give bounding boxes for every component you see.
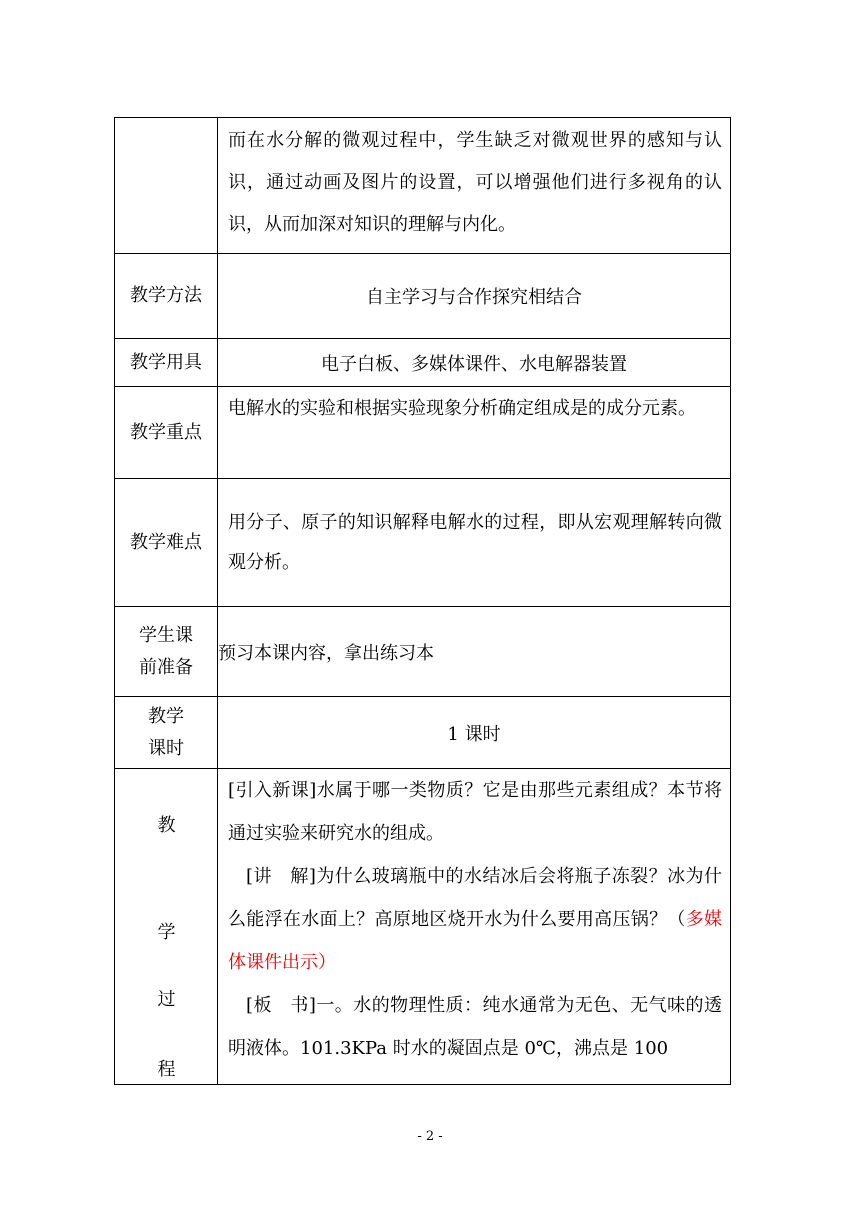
empty-label-cell <box>115 118 218 254</box>
class-hours-label <box>115 697 218 769</box>
teaching-process-label <box>115 769 218 1085</box>
process-paragraph-intro: [引入新课]水属于哪一类物质？它是由那些元素组成？本节将通过实验来研究水的组成。 <box>228 780 722 844</box>
student-prep-label <box>115 607 218 697</box>
teaching-tools-label: 教学用具 <box>115 339 218 387</box>
row-key-point <box>115 387 731 479</box>
process-paragraph-explain <box>228 855 722 984</box>
teaching-tools-value: 电子白板、多媒体课件、水电解器装置 <box>218 339 731 387</box>
class-hours-value: 1 课时 <box>218 697 731 769</box>
key-point-label: 教学重点 <box>115 387 218 479</box>
process-paragraph-board: [板 书]一。水的物理性质：纯水通常为无色、无气味的透明液体。101.3KPa 时水的凝固点是 0℃，沸点是 100 <box>228 995 722 1059</box>
difficulty-label: 教学难点 <box>115 479 218 607</box>
row-teaching-process <box>115 769 731 1085</box>
process-label-char-1: 教 <box>157 815 176 836</box>
teaching-method-label: 教学方法 <box>115 254 218 339</box>
student-prep-label-line1: 学生课 <box>139 624 193 646</box>
explain-text-end: ） <box>318 952 336 973</box>
student-prep-label-line2: 前准备 <box>139 656 193 678</box>
intro-cell <box>218 118 731 254</box>
teaching-method-value: 自主学习与合作探究相结合 <box>218 254 731 339</box>
row-intro <box>115 118 731 254</box>
key-point-cell <box>218 387 731 479</box>
multimedia-note: 多媒体课件出示 <box>228 909 723 973</box>
intro-text: 而在水分解的微观过程中，学生缺乏对微观世界的感知与认识，通过动画及图片的设置，可以增强他们进行多视角的认识，从而加深对知识的理解与内化。 <box>228 130 722 235</box>
teaching-process-text <box>218 769 730 1084</box>
class-hours-label-line2: 课时 <box>148 737 184 759</box>
process-label-char-3: 过 <box>157 989 176 1010</box>
difficulty-cell <box>218 479 731 607</box>
class-hours-label-line1: 教学 <box>148 705 184 727</box>
process-label-char-2: 学 <box>157 922 176 943</box>
teaching-process-cell <box>218 769 731 1085</box>
row-student-prep <box>115 607 731 697</box>
lesson-plan-table <box>114 117 731 1085</box>
row-teaching-method <box>115 254 731 339</box>
row-teaching-tools <box>115 339 731 387</box>
difficulty-value: 用分子、原子的知识解释电解水的过程，即从宏观理解转向微观分析。 <box>228 511 722 573</box>
explain-text: [讲 解]为什么玻璃瓶中的水结冰后会将瓶子冻裂？冰为什么能浮在水面上？高原地区烧开水为什么要用高压锅？（ <box>228 866 722 930</box>
row-class-hours <box>115 697 731 769</box>
row-difficulty <box>115 479 731 607</box>
student-prep-value: 预习本课内容，拿出练习本 <box>218 607 731 697</box>
page-number: - 2 - <box>417 1129 443 1144</box>
key-point-value: 电解水的实验和根据实验现象分析确定组成是的成分元素。 <box>228 398 696 419</box>
process-label-char-4: 程 <box>157 1059 176 1080</box>
